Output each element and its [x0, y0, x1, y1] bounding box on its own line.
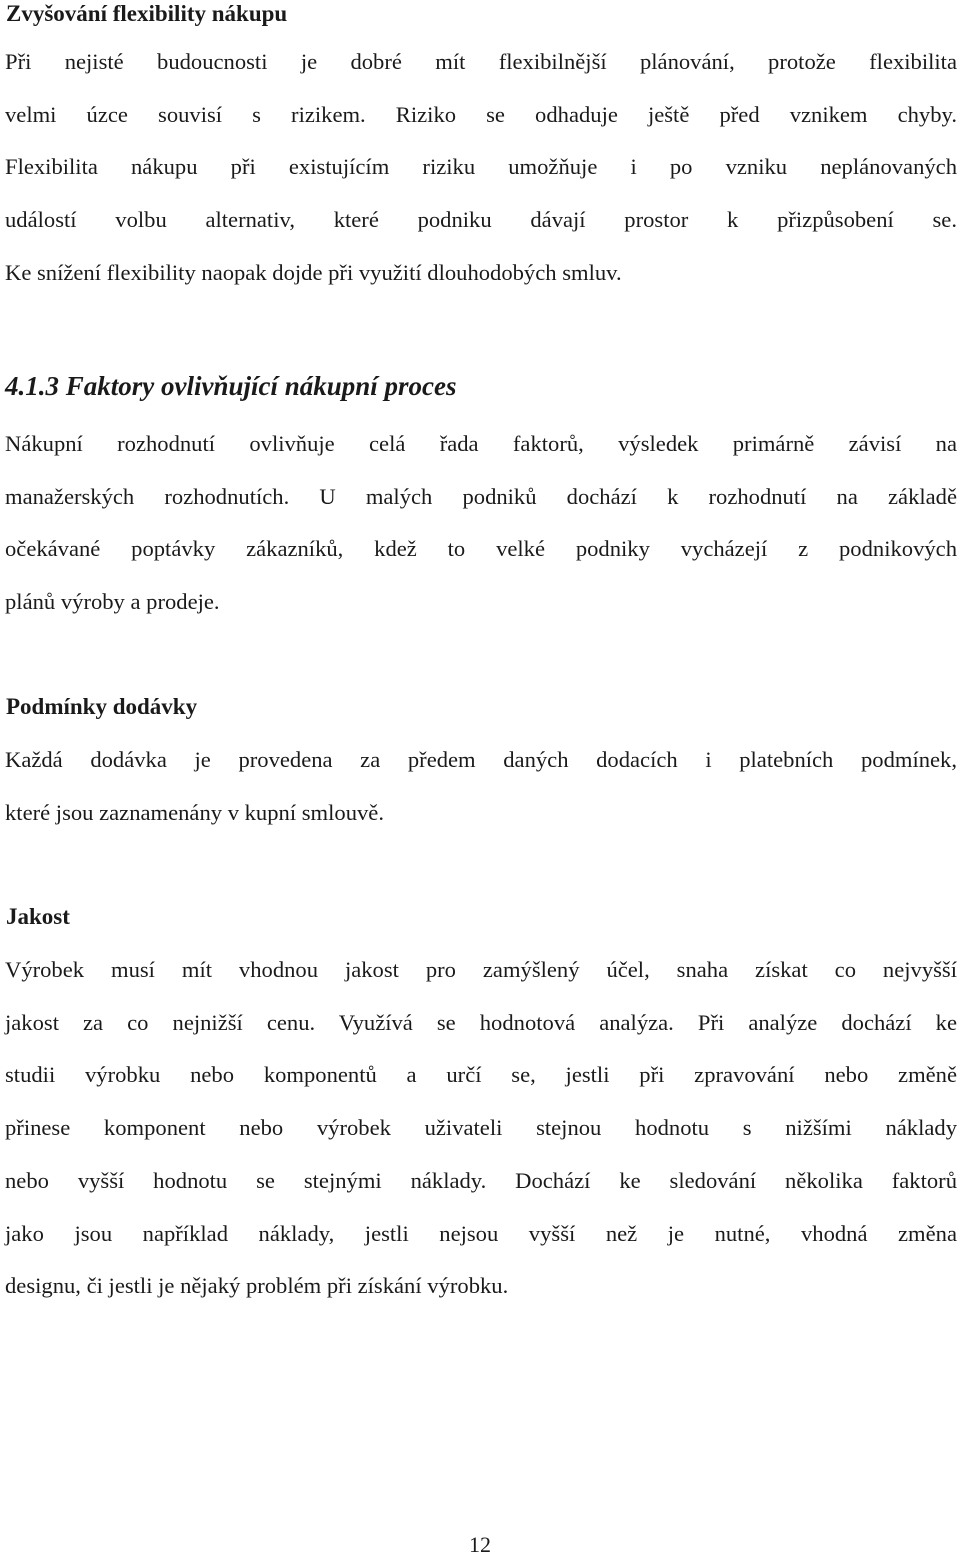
paragraph-quality — [5, 944, 957, 1313]
section-heading-quality: Jakost — [6, 904, 70, 929]
text-line: přinese komponent nebo výrobek uživateli stejnou hodnotu s nižšími náklady — [5, 1115, 957, 1141]
text-line: velmi úzce souvisí s rizikem. Riziko se odhaduje ještě před vznikem chyby. — [5, 101, 957, 127]
text-line: designu, či jestli je nějaký problém při získání výrobku. — [5, 1273, 509, 1299]
text-line: Ke snížení flexibility naopak dojde při využití dlouhodobých smluv. — [5, 259, 622, 285]
paragraph-flexibility — [5, 36, 957, 300]
text-line: manažerských rozhodnutích. U malých podniků dochází k rozhodnutí na základě — [5, 483, 957, 509]
text-line: Výrobek musí mít vhodnou jakost pro zamýšlený účel, snaha získat co nejvyšší — [5, 957, 957, 982]
text-line: Při nejisté budoucnosti je dobré mít flexibilnější plánování, protože flexibilita — [5, 49, 957, 74]
text-line: jako jsou například náklady, jestli nejsou vyšší než je nutné, vhodná změna — [5, 1220, 957, 1246]
text-line: Každá dodávka je provedena za předem daných dodacích i platebních podmínek, — [5, 747, 957, 772]
paragraph-delivery — [5, 734, 957, 839]
text-line: očekávané poptávky zákazníků, kdež to velké podniky vycházejí z podnikových — [5, 536, 957, 562]
text-line: plánů výroby a prodeje. — [5, 589, 220, 615]
section-heading-flexibility: Zvyšování flexibility nákupu — [6, 1, 288, 26]
text-line: nebo vyšší hodnotu se stejnými náklady. Dochází ke sledování několika faktorů — [5, 1167, 957, 1193]
text-line: které jsou zaznamenány v kupní smlouvě. — [5, 799, 384, 825]
page-number: 12 — [469, 1532, 491, 1557]
subsection-heading-factors: 4.1.3 Faktory ovlivňující nákupní proces — [5, 371, 457, 401]
text-line: událostí volbu alternativ, které podniku dávají prostor k přizpůsobení se. — [5, 207, 957, 233]
section-heading-delivery: Podmínky dodávky — [6, 694, 198, 719]
text-line: Nákupní rozhodnutí ovlivňuje celá řada faktorů, výsledek primárně závisí na — [5, 431, 957, 456]
text-line: studii výrobku nebo komponentů a určí se, jestli při zpravování nebo změně — [5, 1062, 957, 1088]
text-line: Flexibilita nákupu při existujícím riziku umožňuje i po vzniku neplánovaných — [5, 154, 957, 180]
paragraph-factors — [5, 418, 957, 629]
text-line: jakost za co nejnižší cenu. Využívá se hodnotová analýza. Při analýze dochází ke — [5, 1009, 957, 1035]
